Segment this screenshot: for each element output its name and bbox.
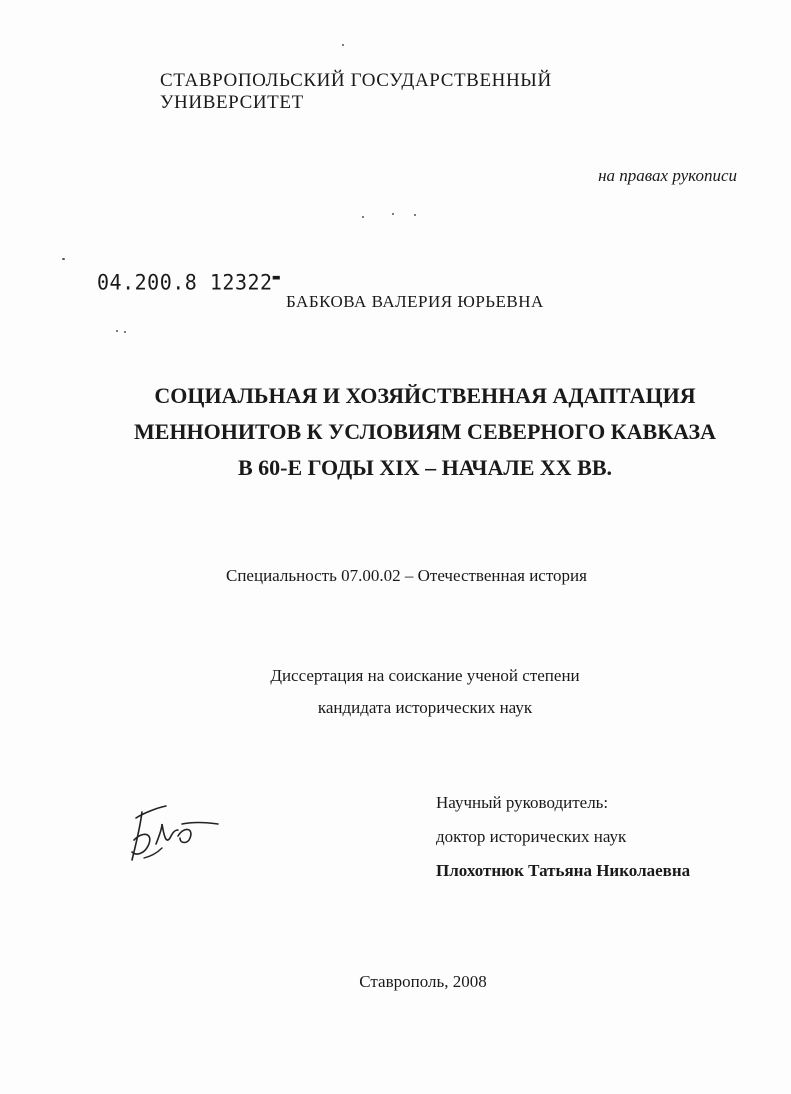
dissertation-line-2: кандидата исторических наук	[317, 698, 533, 717]
scientific-advisor	[436, 786, 690, 888]
speciality: Специальность 07.00.02 – Отечественная история	[226, 566, 587, 585]
scan-speck	[342, 44, 344, 46]
scan-speck	[392, 213, 394, 215]
manuscript-note: на правах рукописи	[598, 166, 737, 185]
title-line-1: СОЦИАЛЬНАЯ И ХОЗЯЙСТВЕННАЯ АДАПТАЦИЯ	[154, 383, 696, 408]
signature-image	[122, 800, 222, 870]
scan-speck	[62, 258, 65, 260]
title-line-2: МЕННОНИТОВ К УСЛОВИЯМ СЕВЕРНОГО КАВКАЗА	[134, 419, 716, 444]
dissertation-line-1: Диссертация на соискание ученой степени	[270, 666, 580, 685]
advisor-label: Научный руководитель:	[436, 793, 609, 812]
archive-stamp-number	[97, 269, 280, 294]
advisor-name: Плохотнюк Татьяна Николаевна	[436, 861, 691, 880]
city-year: Ставрополь, 2008	[359, 972, 487, 991]
thesis-title	[60, 378, 790, 486]
author-name: БАБКОВА ВАЛЕРИЯ ЮРЬЕВНА	[286, 292, 544, 311]
advisor-degree: доктор исторических наук	[436, 827, 627, 846]
scan-speck	[116, 330, 118, 332]
stamp-number-text: 04.200.8 12322	[97, 269, 273, 295]
scan-speck	[414, 214, 416, 216]
scan-speck	[124, 331, 126, 333]
scan-speck	[362, 216, 364, 218]
dissertation-degree	[160, 660, 690, 724]
university-name: СТАВРОПОЛЬСКИЙ ГОСУДАРСТВЕННЫЙ УНИВЕРСИТЕТ	[160, 70, 552, 113]
stamp-dash-mark: ▬	[272, 269, 281, 285]
title-line-3: В 60-Е ГОДЫ XIX – НАЧАЛЕ XX ВВ.	[237, 455, 613, 480]
